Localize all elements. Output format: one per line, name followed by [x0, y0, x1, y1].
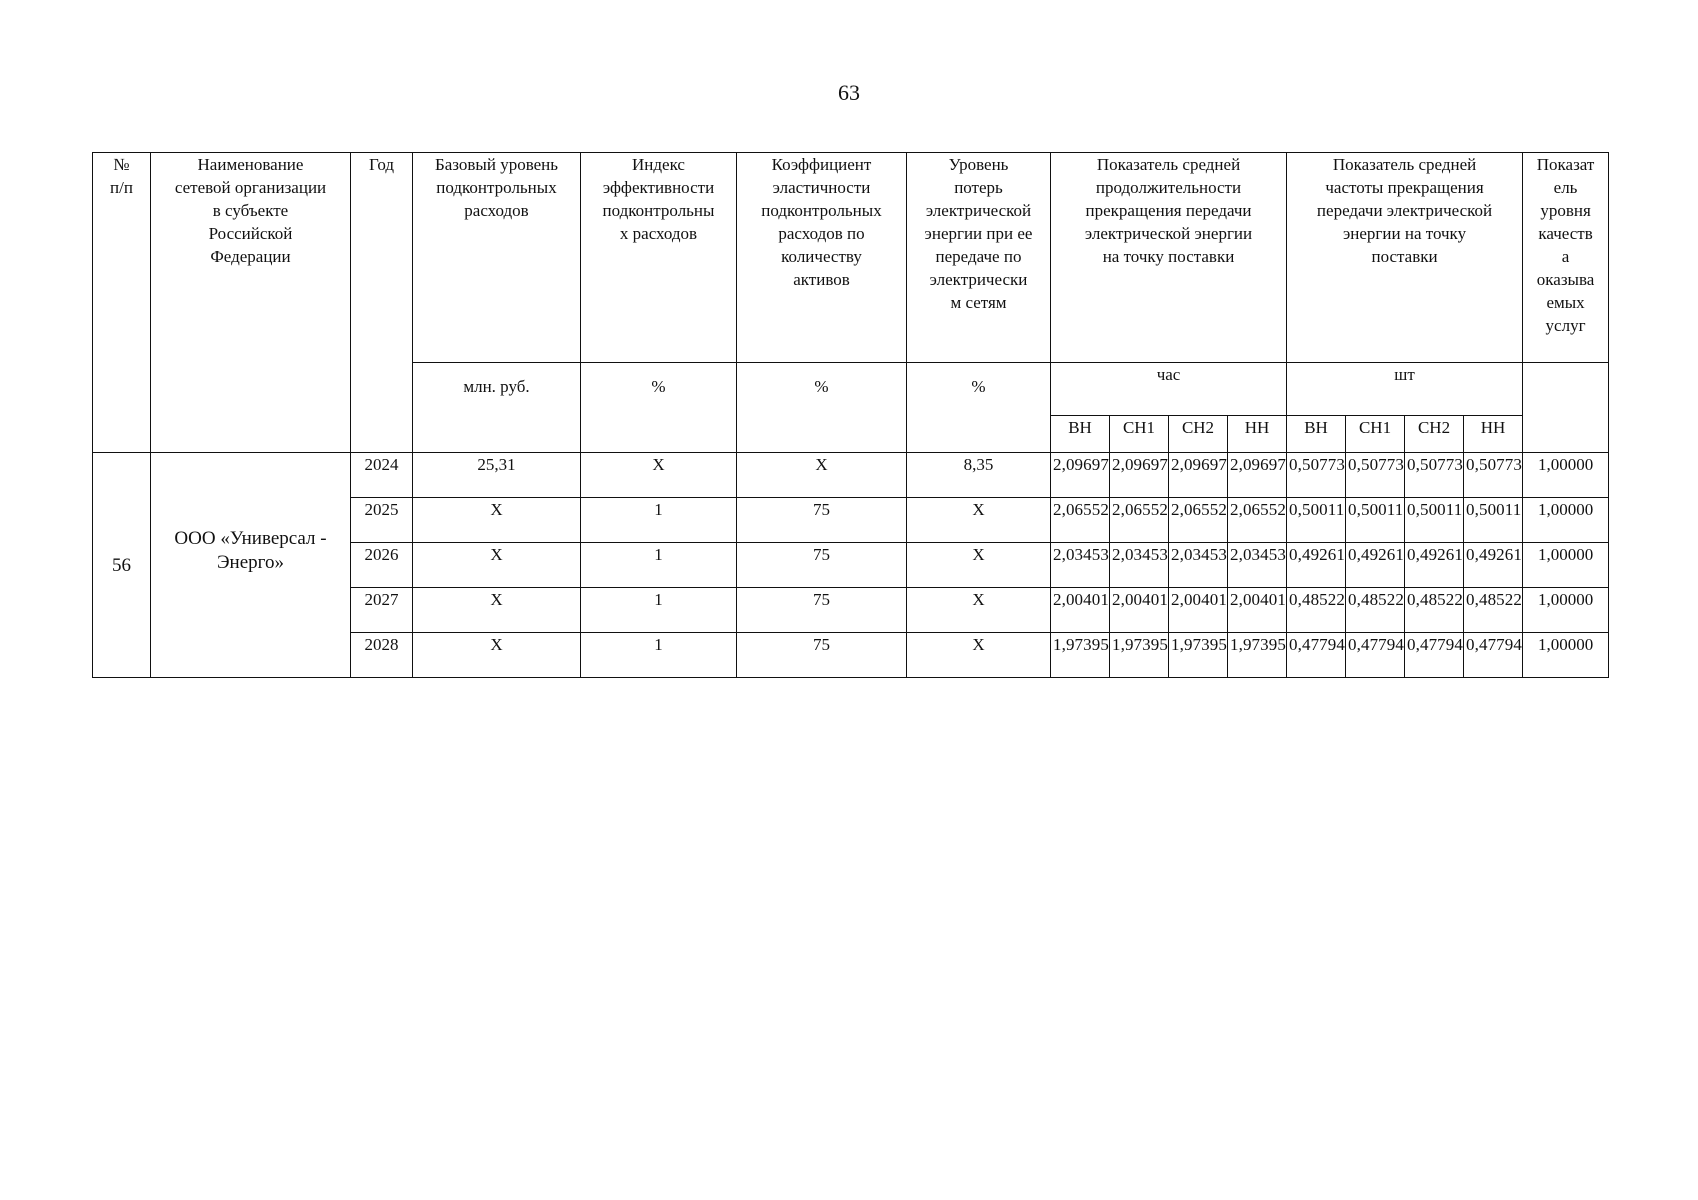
year-cell: 2024	[351, 453, 413, 498]
duration-nn-cell: 2,00401	[1228, 588, 1287, 633]
duration-nn-cell: 2,03453	[1228, 543, 1287, 588]
duration-level-vn: ВН	[1051, 416, 1110, 453]
frequency-level-vn: ВН	[1287, 416, 1346, 453]
table-row	[93, 453, 1609, 498]
quality-cell: 1,00000	[1523, 453, 1609, 498]
duration-sn2-cell: 2,06552	[1169, 498, 1228, 543]
duration-level-nn: НН	[1228, 416, 1287, 453]
frequency-vn-cell: 0,49261	[1287, 543, 1346, 588]
duration-sn1-cell: 1,97395	[1110, 633, 1169, 678]
duration-nn-cell: 1,97395	[1228, 633, 1287, 678]
frequency-nn-cell: 0,48522	[1464, 588, 1523, 633]
frequency-vn-cell: 0,48522	[1287, 588, 1346, 633]
base-cell: X	[413, 498, 581, 543]
loss-cell: 8,35	[907, 453, 1051, 498]
duration-sn2-cell: 2,09697	[1169, 453, 1228, 498]
frequency-sn2-cell: 0,49261	[1405, 543, 1464, 588]
unit-frequency: шт	[1287, 363, 1523, 416]
header-base-level: Базовый уровень подконтрольных расходов	[413, 153, 581, 363]
duration-level-sn2: СН2	[1169, 416, 1228, 453]
loss-cell: X	[907, 543, 1051, 588]
quality-cell: 1,00000	[1523, 498, 1609, 543]
header-year: Год	[351, 153, 413, 453]
frequency-sn2-cell: 0,50773	[1405, 453, 1464, 498]
duration-vn-cell: 2,03453	[1051, 543, 1110, 588]
index-cell: 1	[581, 498, 737, 543]
duration-level-sn1: СН1	[1110, 416, 1169, 453]
duration-sn1-cell: 2,00401	[1110, 588, 1169, 633]
index-cell: X	[581, 453, 737, 498]
quality-cell: 1,00000	[1523, 588, 1609, 633]
loss-cell: X	[907, 498, 1051, 543]
index-cell: 1	[581, 543, 737, 588]
frequency-sn1-cell: 0,50011	[1346, 498, 1405, 543]
unit-loss: %	[907, 363, 1051, 453]
duration-sn2-cell: 2,00401	[1169, 588, 1228, 633]
frequency-nn-cell: 0,50773	[1464, 453, 1523, 498]
frequency-sn1-cell: 0,47794	[1346, 633, 1405, 678]
organization-name: ООО «Универсал - Энерго»	[151, 453, 351, 678]
frequency-level-sn1: СН1	[1346, 416, 1405, 453]
unit-quality-blank	[1523, 363, 1609, 453]
header-loss-level: Уровень потерь электрической энергии при ее передаче по электрически м сетям	[907, 153, 1051, 363]
frequency-nn-cell: 0,50011	[1464, 498, 1523, 543]
index-cell: 1	[581, 633, 737, 678]
duration-vn-cell: 2,06552	[1051, 498, 1110, 543]
header-frequency: Показатель средней частоты прекращения передачи электрической энергии на точку поставки	[1287, 153, 1523, 363]
duration-sn1-cell: 2,09697	[1110, 453, 1169, 498]
unit-duration: час	[1051, 363, 1287, 416]
header-organization: Наименование сетевой организации в субъекте Российской Федерации	[151, 153, 351, 453]
unit-coef: %	[737, 363, 907, 453]
index-cell: 1	[581, 588, 737, 633]
indicators-table	[92, 152, 1609, 678]
header-quality: Показат ель уровня качеств а оказыва емых услуг	[1523, 153, 1609, 363]
unit-index: %	[581, 363, 737, 453]
frequency-sn2-cell: 0,48522	[1405, 588, 1464, 633]
frequency-vn-cell: 0,50011	[1287, 498, 1346, 543]
header-duration: Показатель средней продолжительности прекращения передачи электрической энергии на точку поставки	[1051, 153, 1287, 363]
duration-nn-cell: 2,06552	[1228, 498, 1287, 543]
base-cell: X	[413, 543, 581, 588]
duration-sn2-cell: 1,97395	[1169, 633, 1228, 678]
duration-sn1-cell: 2,03453	[1110, 543, 1169, 588]
frequency-sn1-cell: 0,50773	[1346, 453, 1405, 498]
frequency-nn-cell: 0,47794	[1464, 633, 1523, 678]
frequency-sn1-cell: 0,49261	[1346, 543, 1405, 588]
duration-sn2-cell: 2,03453	[1169, 543, 1228, 588]
year-cell: 2025	[351, 498, 413, 543]
coef-cell: 75	[737, 498, 907, 543]
frequency-sn2-cell: 0,47794	[1405, 633, 1464, 678]
duration-sn1-cell: 2,06552	[1110, 498, 1169, 543]
year-cell: 2027	[351, 588, 413, 633]
coef-cell: 75	[737, 588, 907, 633]
quality-cell: 1,00000	[1523, 633, 1609, 678]
frequency-sn2-cell: 0,50011	[1405, 498, 1464, 543]
duration-vn-cell: 2,09697	[1051, 453, 1110, 498]
organization-number: 56	[93, 453, 151, 678]
page-number: 63	[838, 80, 860, 105]
loss-cell: X	[907, 588, 1051, 633]
coef-cell: 75	[737, 633, 907, 678]
header-num: № п/п	[93, 153, 151, 453]
base-cell: 25,31	[413, 453, 581, 498]
frequency-nn-cell: 0,49261	[1464, 543, 1523, 588]
duration-nn-cell: 2,09697	[1228, 453, 1287, 498]
header-elasticity-coef: Коэффициент эластичности подконтрольных расходов по количеству активов	[737, 153, 907, 363]
duration-vn-cell: 2,00401	[1051, 588, 1110, 633]
frequency-level-sn2: СН2	[1405, 416, 1464, 453]
quality-cell: 1,00000	[1523, 543, 1609, 588]
frequency-level-nn: НН	[1464, 416, 1523, 453]
frequency-vn-cell: 0,47794	[1287, 633, 1346, 678]
loss-cell: X	[907, 633, 1051, 678]
base-cell: X	[413, 588, 581, 633]
frequency-vn-cell: 0,50773	[1287, 453, 1346, 498]
header-row	[93, 153, 1609, 363]
year-cell: 2026	[351, 543, 413, 588]
coef-cell: X	[737, 453, 907, 498]
unit-base: млн. руб.	[413, 363, 581, 453]
year-cell: 2028	[351, 633, 413, 678]
header-efficiency-index: Индекс эффективности подконтрольны х расходов	[581, 153, 737, 363]
frequency-sn1-cell: 0,48522	[1346, 588, 1405, 633]
duration-vn-cell: 1,97395	[1051, 633, 1110, 678]
coef-cell: 75	[737, 543, 907, 588]
base-cell: X	[413, 633, 581, 678]
